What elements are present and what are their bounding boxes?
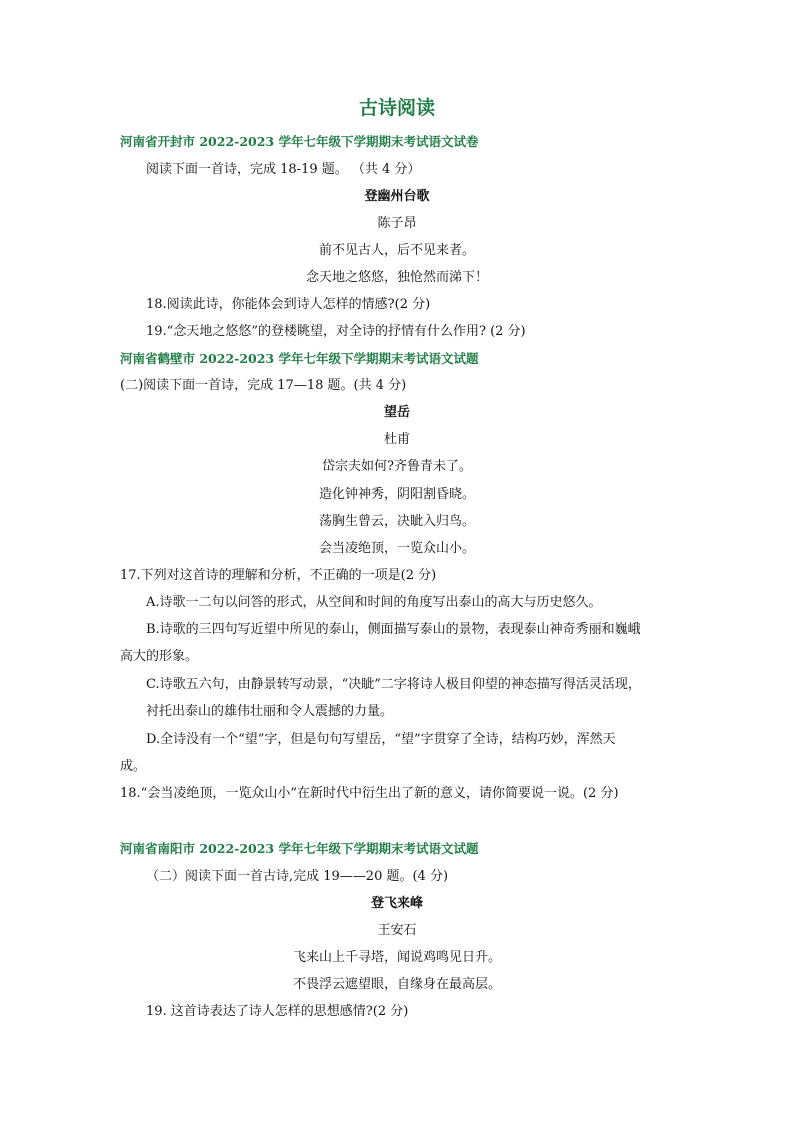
poem-author: 王安石	[377, 923, 417, 938]
poem-line: 不畏浮云遮望眼，自缘身在最高层。	[292, 977, 501, 992]
question: 18.“会当凌绝顶，一览众山小”在新时代中衍生出了新的意义，请你简要说一说。(2 分)	[120, 786, 619, 801]
reading-instruction: (二)阅读下面一首诗，完成 17—18 题。(共 4 分)	[120, 378, 407, 393]
poem-title: 登飞来峰	[370, 896, 423, 911]
poem-title: 登幽州台歌	[364, 189, 430, 204]
option-c: C.诗歌五六句，由静景转写动景，“决眦”二字将诗人极目仰望的神态描写得活灵活现，	[146, 677, 641, 692]
poem-line: 岱宗夫如何?齐鲁青未了。	[322, 459, 472, 474]
poem-line: 造化钟神秀，阴阳割昏晓。	[318, 487, 475, 502]
poem-line: 荡胸生曾云，决眦入归鸟。	[318, 514, 475, 529]
option-d-continued: 成。	[120, 759, 147, 774]
option-c-continued: 衬托出泰山的雄伟壮丽和令人震撼的力量。	[146, 704, 394, 719]
poem-line: 会当凌绝顶，一览众山小。	[318, 541, 475, 556]
option-d: D.全诗没有一个“望”字，但是句句写望岳，“望”字贯穿了全诗，结构巧妙，浑然天	[146, 732, 616, 747]
question: 19. 这首诗表达了诗人怎样的思想感情?(2 分)	[146, 1004, 409, 1019]
page-title: 古诗阅读	[358, 97, 435, 119]
poem-line: 念天地之悠悠，独怆然而涕下！	[305, 270, 488, 285]
poem-line: 前不见古人，后不见来者。	[318, 243, 475, 258]
source-heading-kaifeng: 河南省开封市 2022-2023 学年七年级下学期期末考试语文试卷	[120, 134, 479, 149]
poem-author: 陈子昂	[377, 216, 417, 231]
option-b: B.诗歌的三四句写近望中所见的泰山，侧面描写泰山的景物，表现泰山神奇秀丽和巍峨	[146, 622, 641, 637]
source-heading-nanyang: 河南省南阳市 2022-2023 学年七年级下学期期末考试语文试题	[120, 841, 479, 856]
option-a: A.诗歌一二句以问答的形式，从空间和时间的角度写出泰山的高大与历史悠久。	[146, 595, 602, 610]
question: 18.阅读此诗，你能体会到诗人怎样的情感?(2 分)	[146, 297, 431, 312]
option-b-continued: 高大的形象。	[120, 649, 199, 664]
reading-instruction: 阅读下面一首诗，完成 18-19 题。 （共 4 分）	[146, 162, 421, 177]
question: 19.“念天地之悠悠”的登楼眺望，对全诗的抒情有什么作用? (2 分)	[146, 324, 526, 339]
question: 17.下列对这首诗的理解和分析，不正确的一项是(2 分)	[120, 568, 437, 583]
poem-title: 望岳	[383, 405, 410, 420]
source-heading-hebi: 河南省鹤壁市 2022-2023 学年七年级下学期期末考试语文试题	[120, 351, 479, 366]
poem-line: 飞来山上千寻塔，闻说鸡鸣见日升。	[292, 950, 501, 965]
poem-author: 杜甫	[383, 432, 410, 447]
reading-instruction: （二）阅读下面一首古诗,完成 19——20 题。(4 分)	[146, 869, 449, 884]
